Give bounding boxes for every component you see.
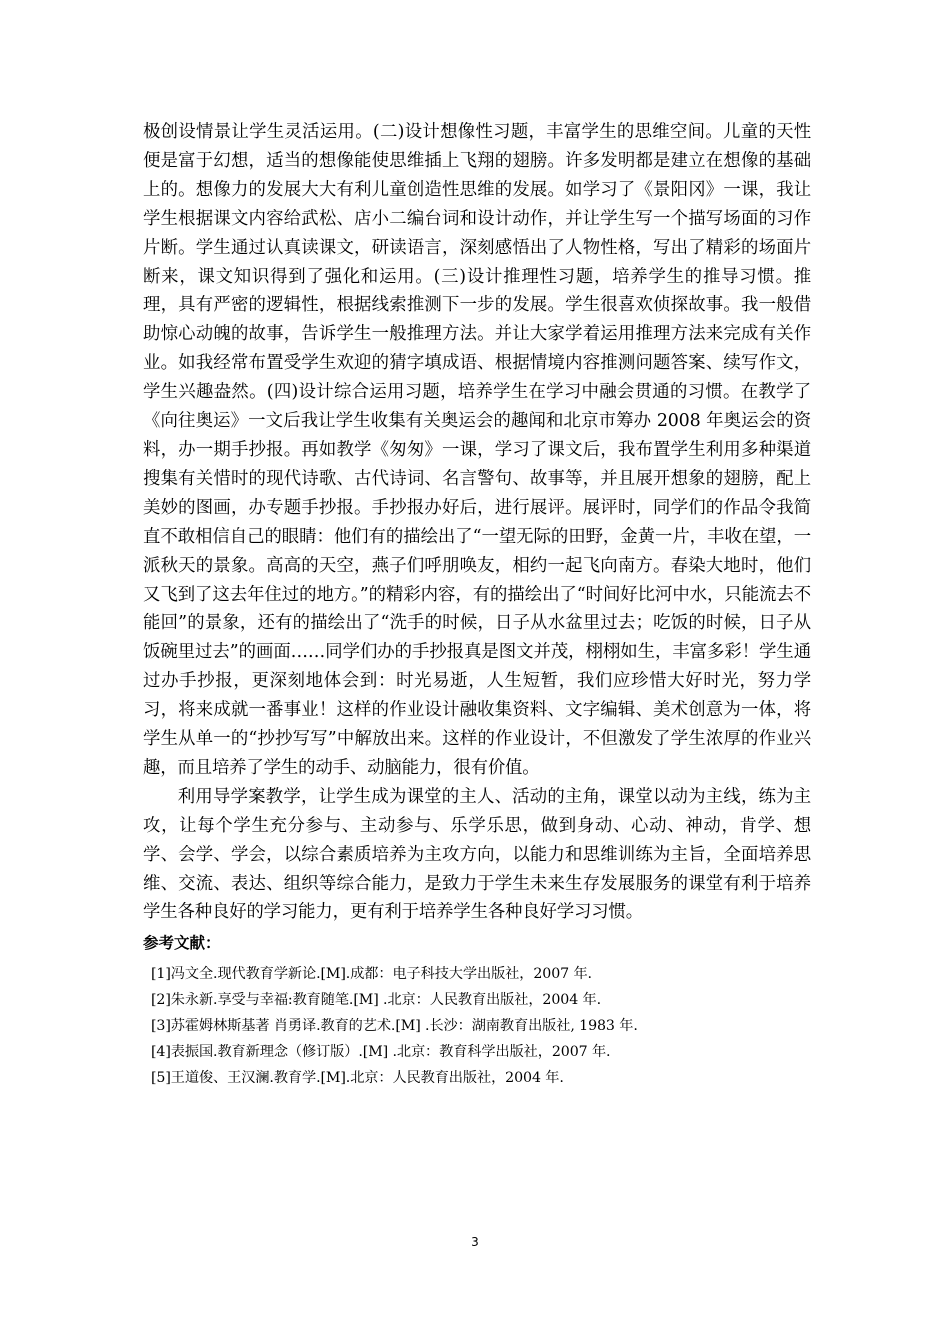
references-list [143,961,811,1091]
paragraph-1: 极创设情景让学生灵活运用。(二)设计想像性习题，丰富学生的思维空间。儿童的天性便是富于幻想，适当的想像能使思维插上飞翔的翅膀。许多发明都是建立在想像的基础上的。想像力的发展大大有利儿童创造性思维的发展。如学习了《景阳冈》一课，我让学生根据课文内容给武松、店小二编台词和设计动作，并让学生写一个描写场面的习作片断。学生通过认真读课文，研读语言，深刻感悟出了人物性格，写出了精彩的场面片断来，课文知识得到了强化和运用。(三)设计推理性习题，培养学生的推导习惯。推理，具有严密的逻辑性，根据线索推测下一步的发展。学生很喜欢侦探故事。我一般借助惊心动魄的故事，告诉学生一般推理方法。并让大家学着运用推理方法来完成有关作业。如我经常布置受学生欢迎的猜字填成语、根据情境内容推测问题答案、续写作文，学生兴趣盎然。(四)设计综合运用习题，培养学生在学习中融会贯通的习惯。在教学了《向往奥运》一文后我让学生收集有关奥运会的趣闻和北京市筹办 2008 年奥运会的资料，办一期手抄报。再如教学《匆匆》一课，学习了课文后，我布置学生利用多种渠道搜集有关惜时的现代诗歌、古代诗词、名言警句、故事等，并且展开想象的翅膀，配上美妙的图画，办专题手抄报。手抄报办好后，进行展评。展评时，同学们的作品令我简直不敢相信自己的眼睛：他们有的描绘出了“一望无际的田野，金黄一片，丰收在望，一派秋天的景象。高高的天空，燕子们呼朋唤友，相约一起飞向南方。春染大地时，他们又飞到了这去年住过的地方。”的精彩内容，有的描绘出了“时间好比河中水，只能流去不能回”的景象，还有的描绘出了“洗手的时候，日子从水盆里过去；吃饭的时候，日子从饭碗里过去”的画面……同学们办的手抄报真是图文并茂，栩栩如生，丰富多彩！学生通过办手抄报，更深刻地体会到：时光易逝，人生短暂，我们应珍惜大好时光，努力学习，将来成就一番事业！这样的作业设计融收集资料、文字编辑、美术创意为一体，将学生从单一的“抄抄写写”中解放出来。这样的作业设计，不但激发了学生浓厚的作业兴趣，而且培养了学生的动手、动脑能力，很有价值。 [143,122,811,778]
body-text [143,118,811,1091]
reference-item-3: [3]苏霍姆林斯基著 肖勇译.教育的艺术.[M] .长沙：湖南教育出版社, 1983 年. [151,1018,638,1035]
reference-item-4: [4]表振国.教育新理念（修订版）.[M] .北京：教育科学出版社，2007 年. [151,1044,611,1061]
reference-item-1: [1]冯文全.现代教育学新论.[M].成都：电子科技大学出版社，2007 年. [151,966,592,983]
reference-item-5: [5]王道俊、王汉澜.教育学.[M].北京：人民教育出版社，2004 年. [151,1070,564,1087]
reference-item-2: [2]朱永新.享受与幸福:教育随笔.[M] .北京：人民教育出版社，2004 年. [151,992,602,1009]
references-title: 参考文献： [143,934,221,953]
page-number: 3 [471,1235,479,1249]
paragraph-2: 利用导学案教学，让学生成为课堂的主人、活动的主角，课堂以动为主线，练为主攻，让每个学生充分参与、主动参与、乐学乐思，做到身动、心动、神动，肯学、想学、会学、学会，以综合素质培养为主攻方向，以能力和思维训练为主旨，全面培养思维、交流、表达、组织等综合能力，是致力于学生未来生存发展服务的课堂有利于培养学生各种良好的学习能力，更有利于培养学生各种良好学习习惯。 [143,786,811,923]
